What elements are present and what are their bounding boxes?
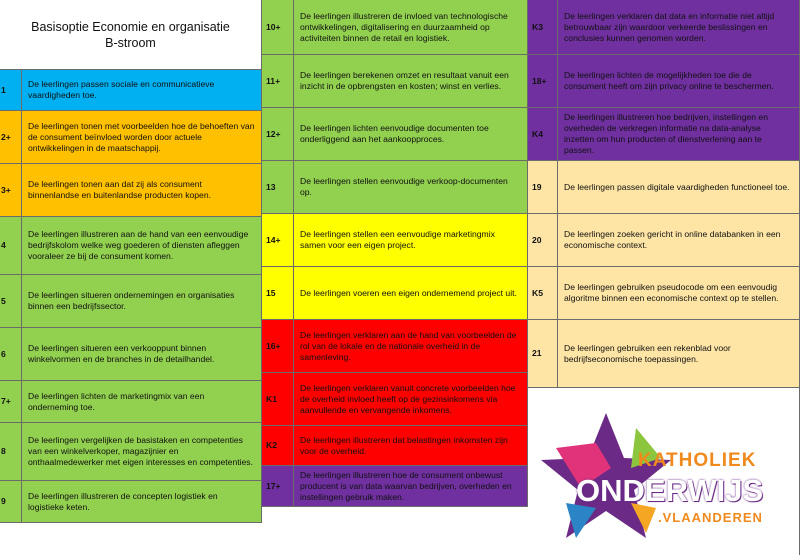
objective-text: De leerlingen stellen een eenvoudige marketingmix samen voor een eigen project.: [300, 229, 495, 250]
objective-text: De leerlingen tonen met voorbeelden hoe de behoeften van de consument beïnvloed worden door actuele ontwikkelingen in de maatschappij.: [28, 120, 255, 153]
objective-row: [262, 0, 528, 55]
objective-row: [262, 214, 528, 267]
objective-code: 6: [0, 328, 22, 380]
objective-code: K3: [528, 0, 558, 54]
objective-row: [0, 381, 262, 423]
objective-code: 17+: [262, 466, 294, 506]
objective-row: [262, 373, 528, 426]
objective-row: [262, 55, 528, 108]
objective-text: De leerlingen passen sociale en communicatieve vaardigheden toe.: [28, 79, 215, 100]
objective-text: De leerlingen situeren ondernemingen en organisaties binnen een bedrijfssector.: [28, 290, 235, 311]
objective-row: [262, 320, 528, 373]
objective-code: 19: [528, 161, 558, 213]
objective-text: De leerlingen illustreren de concepten logistiek en logistieke keten.: [28, 490, 218, 512]
objective-text: De leerlingen gebruiken een rekenblad voor bedrijfseconomische toepassingen.: [564, 342, 731, 364]
objective-row: [0, 481, 262, 523]
objective-row: [0, 275, 262, 328]
page-title: Basisoptie Economie en organisatie: [31, 19, 230, 34]
logo-text-katholiek: KATHOLIEK: [638, 450, 757, 471]
objective-text: De leerlingen illustreren hoe bedrijven, instellingen en overheden de verkregen informatie na data-analyse inzetten om hun producten of dienstverlening aan te passen.: [564, 112, 768, 155]
objective-code: K5: [528, 267, 558, 319]
logo-text-onderwijs: ONDERWIJS: [576, 473, 764, 508]
objective-code: 7+: [0, 381, 22, 422]
objective-text: De leerlingen stellen eenvoudige verkoop-documenten op.: [300, 176, 508, 197]
objective-row: [528, 320, 800, 388]
objective-code: K2: [262, 426, 294, 465]
objective-text: De leerlingen zoeken gericht in online databanken in een economische context.: [564, 229, 781, 250]
objective-text: De leerlingen verklaren vanuit concrete voorbeelden hoe de overheid invloed heeft op de gezinsinkomens via aanvullende en vervangende inkomens.: [300, 382, 516, 415]
objective-code: 13: [262, 161, 294, 213]
objective-row: [0, 164, 262, 217]
katholiek-onderwijs-logo: [528, 388, 800, 555]
title-cell: [0, 0, 262, 70]
objective-code: 20: [528, 214, 558, 266]
objective-code: 12+: [262, 108, 294, 160]
objective-row: [0, 423, 262, 481]
column-2: [262, 0, 528, 507]
objective-row: [262, 466, 528, 507]
objective-row: [528, 267, 800, 320]
objective-code: 21: [528, 320, 558, 387]
objective-code: 8: [0, 423, 22, 480]
objective-code: 2+: [0, 111, 22, 163]
objective-code: 18+: [528, 55, 558, 107]
objective-row: [528, 108, 800, 161]
objective-row: [528, 161, 800, 214]
column-3: [528, 0, 800, 388]
objective-row: [528, 0, 800, 55]
objective-text: De leerlingen voeren een eigen ondernemend project uit.: [300, 287, 517, 298]
objective-text: De leerlingen lichten de marketingmix van een onderneming toe.: [28, 390, 205, 412]
objective-text: De leerlingen verklaren aan de hand van voorbeelden de rol van de lokale en de nationale overheid in de samenleving.: [300, 329, 517, 362]
logo-text-vlaanderen: .VLAANDEREN: [658, 510, 763, 525]
column-1: [0, 70, 262, 523]
objective-code: 1: [0, 70, 22, 110]
objective-code: 11+: [262, 55, 294, 107]
objective-text: De leerlingen illustreren dat belastingen inkomsten zijn voor de overheid.: [300, 434, 508, 456]
objective-text: De leerlingen situeren een verkooppunt binnen winkelvormen en de branches in de detailhandel.: [28, 343, 215, 364]
objective-text: De leerlingen vergelijken de basistaken en competenties van een winkelverkoper, magazijnier en onthaalmedewerker met eigen interesses en competenties.: [28, 435, 253, 467]
objective-row: [0, 217, 262, 275]
objective-code: 3+: [0, 164, 22, 216]
objective-row: [262, 161, 528, 214]
objective-row: [528, 55, 800, 108]
objective-text: De leerlingen illustreren aan de hand van een eenvoudige bedrijfskolom welke weg goederen of diensten afleggen vooraleer ze bij de consument komen.: [28, 229, 249, 261]
objective-code: 14+: [262, 214, 294, 266]
objective-code: 4: [0, 217, 22, 274]
objective-text: De leerlingen illustreren de invloed van technologische ontwikkelingen, digitalisering en duurzaamheid op activiteiten binnen de retail en logistiek.: [300, 10, 508, 43]
objective-text: De leerlingen verklaren dat data en informatie niet altijd betrouwbaar zijn waardoor verkeerde beslissingen en conclusies kunnen genomen worden.: [564, 10, 775, 43]
objective-code: 10+: [262, 0, 294, 54]
objective-code: 16+: [262, 320, 294, 372]
objective-text: De leerlingen passen digitale vaardigheden functioneel toe.: [564, 181, 790, 192]
objective-text: De leerlingen gebruiken pseudocode om een eenvoudig algoritme binnen een economische context op te stellen.: [564, 282, 779, 303]
page-subtitle: B-stroom: [105, 35, 156, 50]
objective-row: [262, 267, 528, 320]
objective-row: [0, 111, 262, 164]
objective-code: 15: [262, 267, 294, 319]
objective-text: De leerlingen illustreren hoe de consument onbewust producent is van data waarvan bedrijven, overheden en instellingen gebruik maken.: [300, 469, 512, 502]
objective-text: De leerlingen lichten de mogelijkheden toe die de consument heeft om zijn privacy online te beschermen.: [564, 70, 774, 91]
objective-text: De leerlingen tonen aan dat zij als consument binnenlandse en buitenlandse producten kopen.: [28, 179, 212, 200]
objective-row: [0, 70, 262, 111]
objective-code: 9: [0, 481, 22, 522]
objective-row: [262, 108, 528, 161]
objective-text: De leerlingen berekenen omzet en resultaat vanuit een inzicht in de opbrengsten en kosten; winst en verlies.: [300, 70, 509, 91]
objective-row: [0, 328, 262, 381]
objective-row: [262, 426, 528, 466]
objective-code: K1: [262, 373, 294, 425]
objective-code: 5: [0, 275, 22, 327]
objective-row: [528, 214, 800, 267]
objective-text: De leerlingen lichten eenvoudige documenten toe onderliggend aan het aankoopproces.: [300, 123, 489, 144]
objective-code: K4: [528, 108, 558, 160]
